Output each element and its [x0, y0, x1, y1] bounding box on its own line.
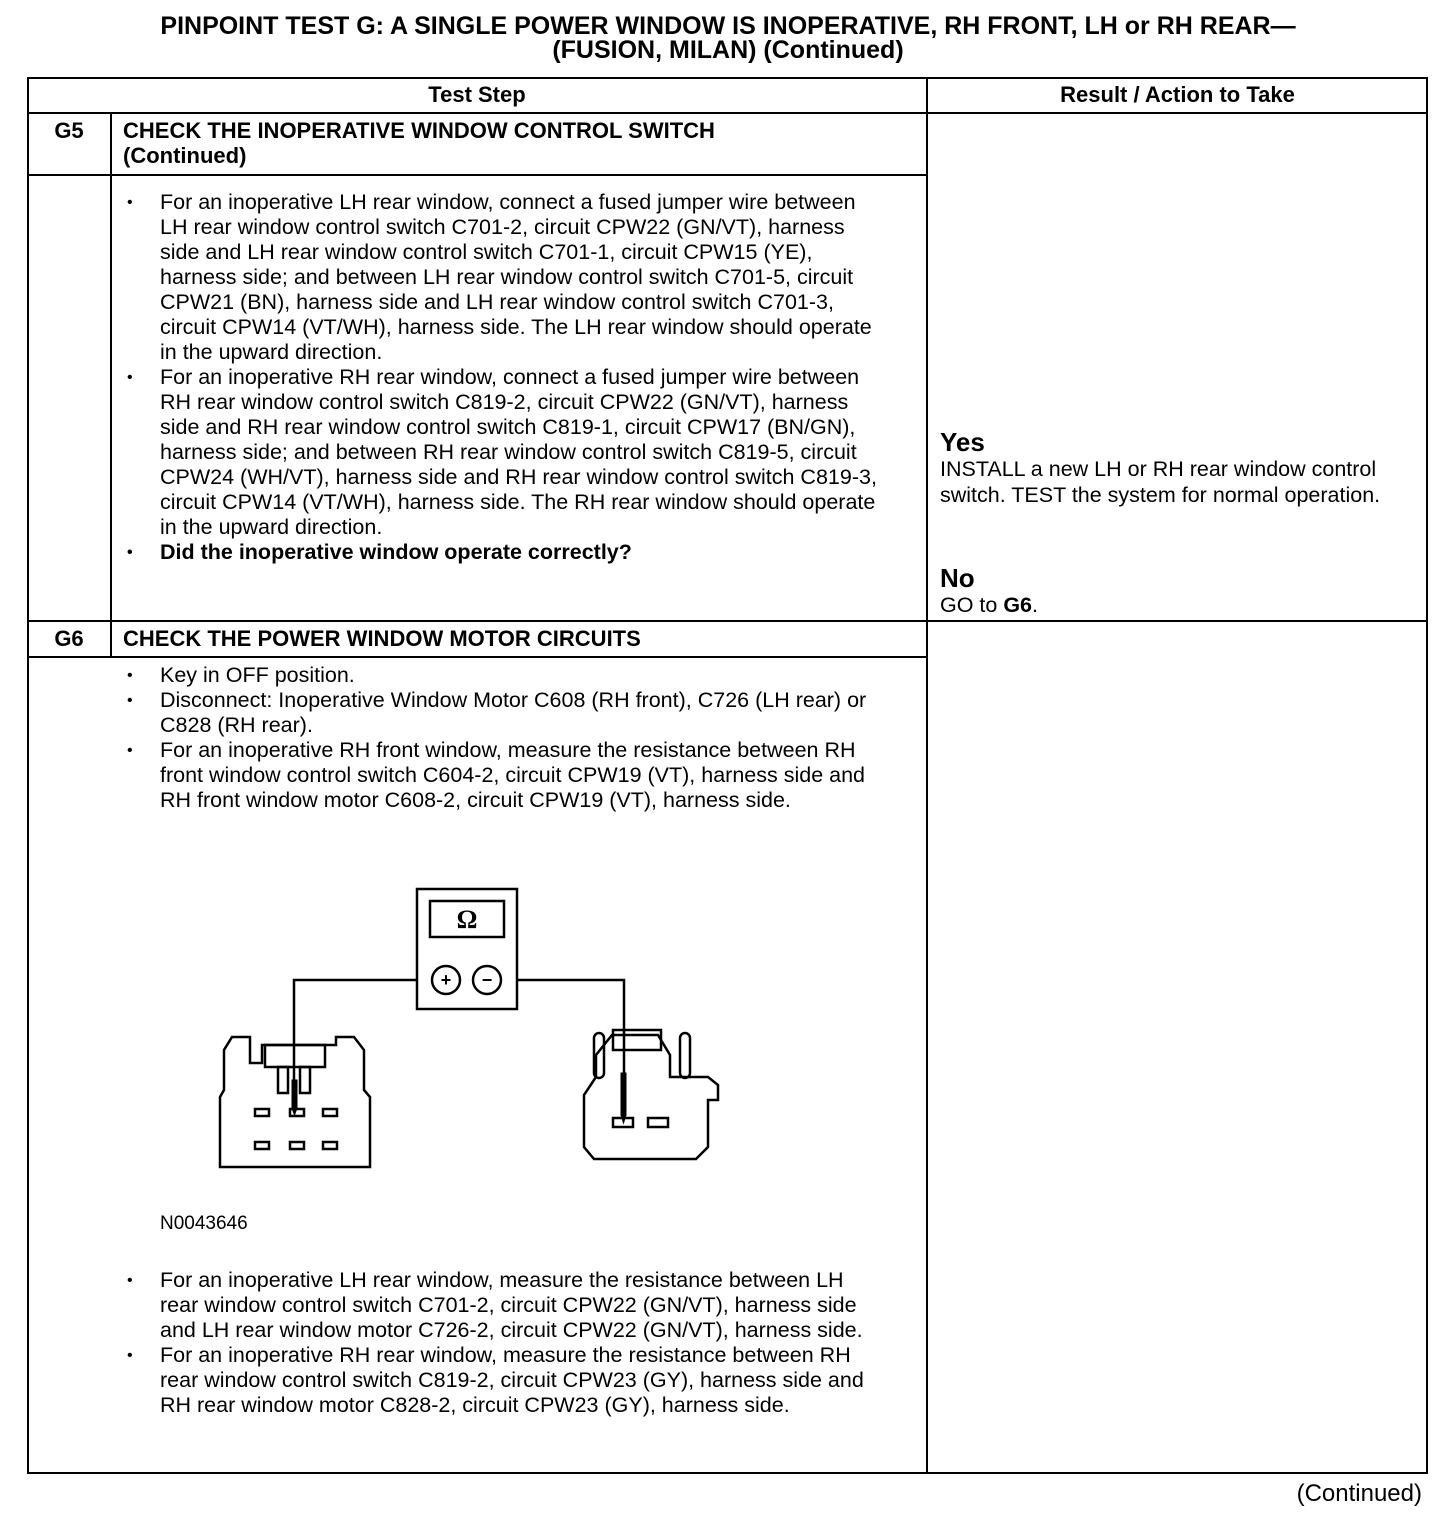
result-yes-label: Yes [940, 427, 985, 457]
g6-step-list-bottom [123, 1268, 883, 1418]
g5-g6-rule [28, 620, 1427, 622]
g5-result-no [940, 564, 1410, 618]
plus-sign: + [440, 970, 452, 990]
list-item: • Disconnect: Inoperative Window Motor C608 (RH front), C726 (LH rear) or C828 (RH rear). [123, 688, 883, 738]
step-id-g5: G5 [54, 118, 84, 143]
negative-lead [517, 980, 624, 1075]
list-item: • Key in OFF position. [123, 663, 883, 688]
step-title-g5 [123, 118, 913, 168]
result-no-label: No [940, 563, 975, 593]
step-id-g6: G6 [54, 626, 84, 651]
list-item: • For an inoperative RH rear window, measure the resistance between RH rear window control switch C819-2, circuit CPW23 (GY), harness side and RH rear window motor C828-2, circuit CPW23 (GY), harness side. [123, 1343, 883, 1418]
ohm-symbol: Ω [456, 905, 478, 934]
list-item: • For an inoperative LH rear window, connect a fused jumper wire between LH rear window control switch C701-2, circuit CPW22 (GN/VT), harness side and LH rear window control switch C701-1, circuit CPW15 (YE), harness side; and between LH rear window control switch C701-5, circuit CPW21 (BN), harness side and LH rear window control switch C701-3, circuit CPW14 (VT/WH), harness side. The LH rear window should operate in the upward direction. [123, 190, 883, 365]
result-no-text [940, 592, 1410, 618]
switch-pin [255, 1142, 269, 1149]
step-title-g5-line1: CHECK THE INOPERATIVE WINDOW CONTROL SWITCH [123, 118, 715, 143]
switch-pin [323, 1142, 337, 1149]
minus-sign: − [481, 970, 493, 990]
g5-title-rule [28, 174, 927, 176]
step-title-g5-line2: (Continued) [123, 143, 247, 168]
header-rule [28, 112, 1427, 114]
list-item: • For an inoperative LH rear window, measure the resistance between LH rear window control switch C701-2, circuit CPW22 (GN/VT), harness side and LH rear window motor C726-2, circuit CPW22 (GN/VT), harness side. [123, 1268, 883, 1343]
step-id-divider-g5 [110, 113, 112, 620]
result-no-suffix: . [1032, 593, 1038, 617]
figure-code: N0043646 [160, 1213, 248, 1234]
list-item: • Did the inoperative window operate correctly? [123, 540, 883, 565]
positive-lead [294, 980, 417, 1085]
g6-step-list-top [123, 663, 883, 813]
switch-pin [290, 1142, 304, 1149]
page-title-line1: PINPOINT TEST G: A SINGLE POWER WINDOW IS INOPERATIVE, RH FRONT, LH or RH REAR— [160, 12, 1296, 40]
header-test-step: Test Step [428, 82, 526, 107]
result-yes-text: INSTALL a new LH or RH rear window control switch. TEST the system for normal operation. [940, 457, 1381, 507]
switch-pin [290, 1109, 304, 1116]
switch-pin [255, 1109, 269, 1116]
switch-pin [323, 1109, 337, 1116]
list-item: • For an inoperative RH rear window, connect a fused jumper wire between RH rear window control switch C819-2, circuit CPW22 (GN/VT), harness side and RH rear window control switch C819-1, circuit CPW17 (BN/GN), harness side; and between RH rear window control switch C819-5, circuit CPW24 (WH/VT), harness side and RH rear window control switch C819-3, circuit CPW14 (VT/WH), harness side. The RH rear window should operate in the upward direction. [123, 365, 883, 540]
list-item: • For an inoperative RH front window, measure the resistance between RH front window control switch C604-2, circuit CPW19 (VT), harness side and RH front window motor C608-2, circuit CPW19 (VT), harness side. [123, 738, 883, 813]
continued-note: (Continued) [1296, 1480, 1422, 1507]
page-title [0, 14, 1456, 62]
column-divider [926, 78, 928, 1473]
g5-result-yes [940, 428, 1390, 508]
header-result-action: Result / Action to Take [1060, 82, 1295, 107]
ohmmeter-diagram [210, 885, 730, 1185]
step-id-divider-g6 [110, 621, 112, 657]
step-title-g6: CHECK THE POWER WINDOW MOTOR CIRCUITS [123, 626, 641, 651]
result-no-prefix: GO to [940, 593, 1004, 617]
motor-pin [648, 1118, 668, 1127]
g6-title-rule [28, 656, 927, 658]
g5-step-list [123, 190, 883, 565]
page-title-line2: (FUSION, MILAN) (Continued) [552, 36, 904, 64]
result-no-target: G6 [1003, 593, 1033, 617]
